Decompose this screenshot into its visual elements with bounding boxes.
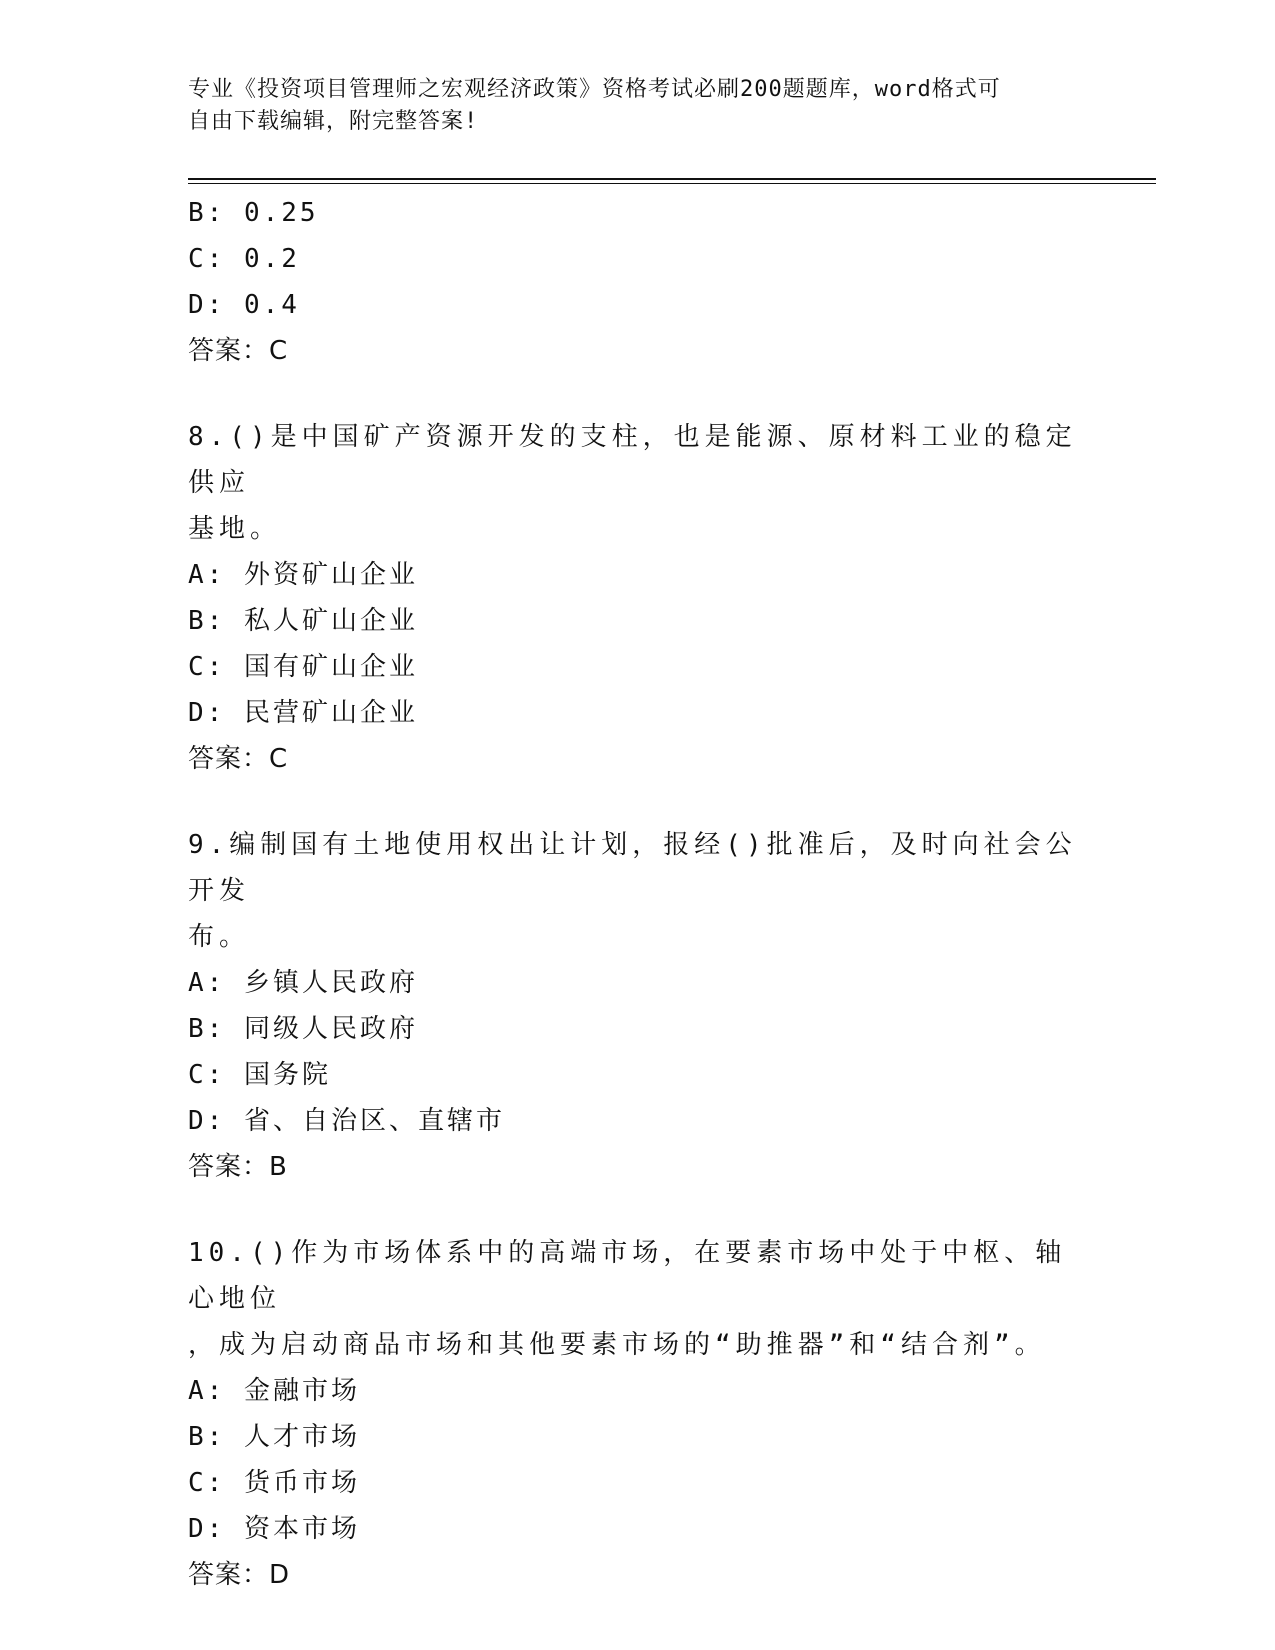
option-d: D: 民营矿山企业 bbox=[188, 698, 418, 728]
question-text-line-2: 布。 bbox=[188, 922, 251, 952]
header-title-line-2: 自由下载编辑，附完整答案! bbox=[188, 109, 479, 134]
spacer bbox=[188, 1190, 1088, 1230]
question-text-line-2: ，成为启动商品市场和其他要素市场的“助推器”和“结合剂”。 bbox=[188, 1330, 1046, 1360]
question-text-line-1: 9.编制国有土地使用权出让计划，报经()批准后，及时向社会公开发 bbox=[188, 830, 1077, 906]
option-a: A: 金融市场 bbox=[188, 1376, 360, 1406]
answer-line: 答案：C bbox=[188, 744, 289, 774]
option-a: A: 乡镇人民政府 bbox=[188, 968, 418, 998]
question-7 bbox=[188, 190, 1088, 374]
spacer bbox=[188, 782, 1088, 822]
header-title-line-1: 专业《投资项目管理师之宏观经济政策》资格考试必刷200题题库，word格式可 bbox=[188, 77, 1001, 102]
option-c: C: 0.2 bbox=[188, 244, 300, 274]
question-text-line-2: 基地。 bbox=[188, 514, 282, 544]
option-d: D: 省、自治区、直辖市 bbox=[188, 1106, 505, 1136]
question-text-line-1: 10.()作为市场体系中的高端市场，在要素市场中处于中枢、轴心地位 bbox=[188, 1238, 1067, 1314]
option-b: B: 同级人民政府 bbox=[188, 1014, 418, 1044]
header-divider-thick bbox=[188, 178, 1156, 180]
question-8 bbox=[188, 414, 1088, 782]
question-list bbox=[188, 190, 1088, 1598]
spacer bbox=[188, 374, 1088, 414]
question-text-line-1: 8.()是中国矿产资源开发的支柱，也是能源、原材料工业的稳定供应 bbox=[188, 422, 1077, 498]
option-b: B: 私人矿山企业 bbox=[188, 606, 418, 636]
answer-line: 答案：D bbox=[188, 1560, 291, 1590]
option-d: D: 0.4 bbox=[188, 290, 300, 320]
question-9 bbox=[188, 822, 1088, 1190]
answer-line: 答案：C bbox=[188, 336, 289, 366]
page-header bbox=[188, 74, 1068, 138]
option-b: B: 0.25 bbox=[188, 198, 319, 228]
option-d: D: 资本市场 bbox=[188, 1514, 360, 1544]
option-c: C: 国务院 bbox=[188, 1060, 331, 1090]
question-10 bbox=[188, 1230, 1088, 1598]
answer-line: 答案：B bbox=[188, 1152, 288, 1182]
option-b: B: 人才市场 bbox=[188, 1422, 360, 1452]
header-divider-thin bbox=[188, 183, 1156, 184]
option-c: C: 货币市场 bbox=[188, 1468, 360, 1498]
option-c: C: 国有矿山企业 bbox=[188, 652, 418, 682]
option-a: A: 外资矿山企业 bbox=[188, 560, 418, 590]
